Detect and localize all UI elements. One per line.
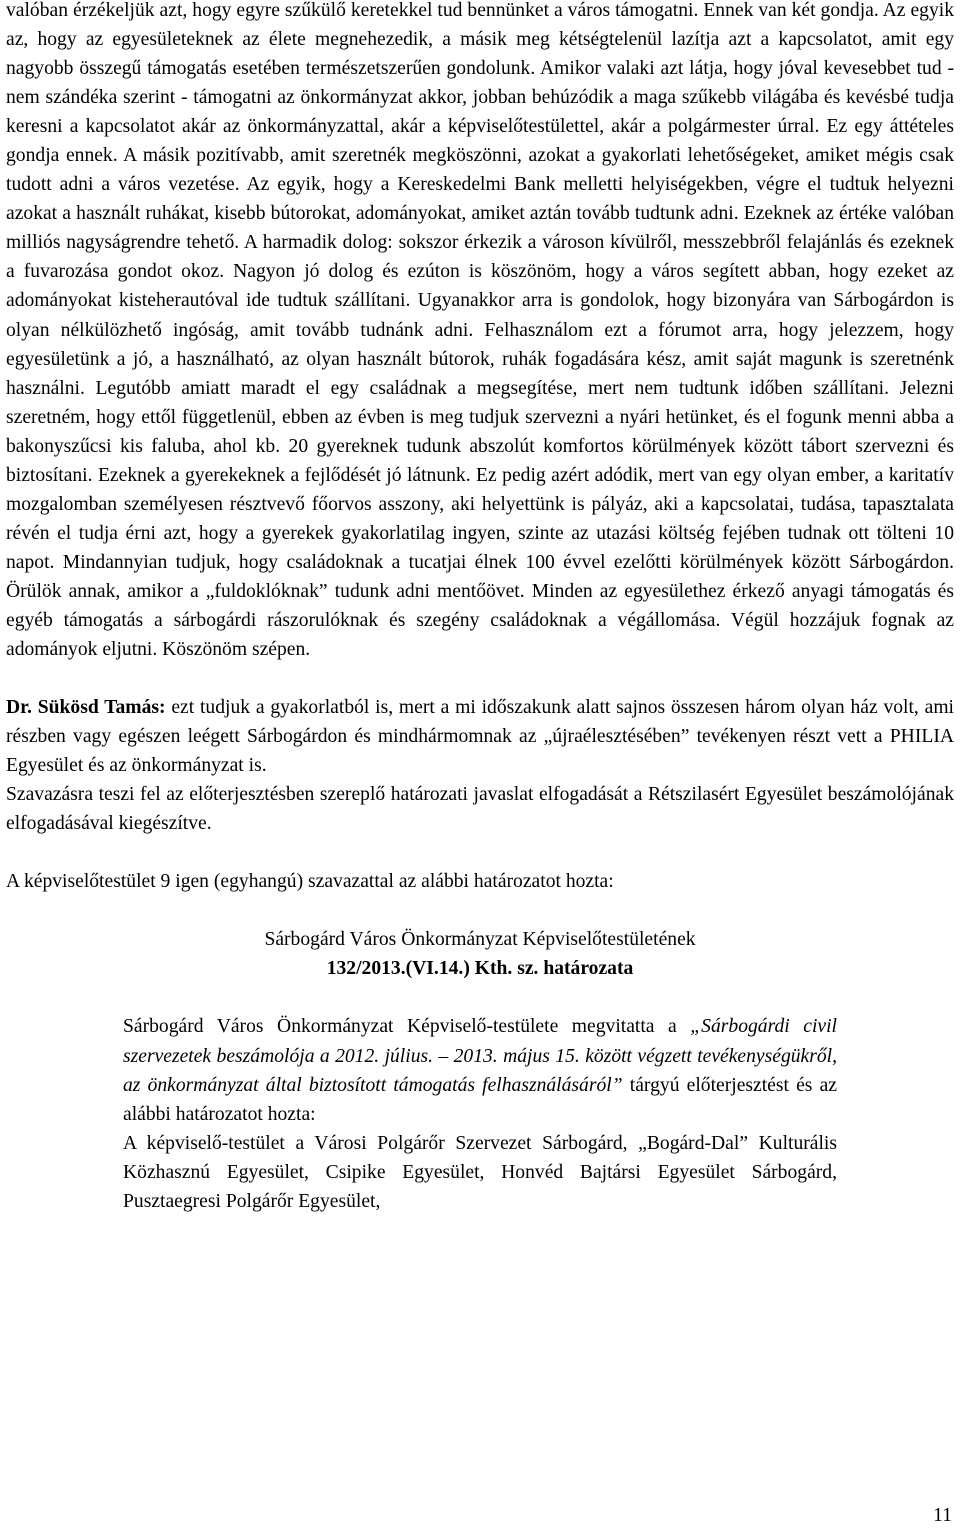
vote-result-line: A képviselőtestület 9 igen (egyhangú) szavazattal az alábbi határozatot hozta:	[6, 871, 614, 893]
body-paragraph-mayor-response	[6, 693, 954, 780]
resolution-number: 132/2013.(VI.14.) Kth. sz. határozata	[326, 958, 634, 980]
resolution-intro-paragraph	[123, 1012, 837, 1128]
resolution-intro: Sárbogárd Város Önkormányzat Képviselő-testülete megvitatta a	[123, 1016, 691, 1038]
resolution-outro: tárgyú előterjesztést és az alábbi határozatot hozta:	[123, 1074, 837, 1125]
resolution-body	[123, 1012, 837, 1215]
speaker-name: Dr. Sükösd Tamás:	[6, 697, 166, 719]
speaker-text: ezt tudjuk a gyakorlatból is, mert a mi időszakunk alatt sajnos összesen három olyan ház volt, ami részben vagy egészen leégett Sárbogárdon és mindhármomnak az „újraélesztésében” tevékenyen részt vett a PHILIA Egyesület és az önkormányzat is.	[6, 697, 955, 777]
document-page	[6, 0, 954, 1216]
resolution-subject: „Sárbogárdi civil szervezetek beszámolója a 2012. július. – 2013. május 15. között végzett tevékenységükről, az önkormányzat által biztosított támogatás felhasználásáról”	[123, 1016, 837, 1096]
page-number: 11	[933, 1505, 952, 1526]
body-paragraph-vote-call: Szavazásra teszi fel az előterjesztésben szereplő határozati javaslat elfogadását a Rétszilasért Egyesület beszámolójának elfogadásával kiegészítve.	[6, 784, 954, 835]
resolution-heading	[6, 925, 954, 983]
resolution-decision: A képviselő-testület a Városi Polgárőr Szervezet Sárbogárd, „Bogárd-Dal” Kulturális Közhasznú Egyesület, Csipike Egyesület, Honvéd Bajtársi Egyesület Sárbogárd, Pusztaegresi Polgárőr Egyesület,	[123, 1132, 837, 1212]
resolution-issuer: Sárbogárd Város Önkormányzat Képviselőtestületének	[264, 929, 696, 951]
body-paragraph-philia-speech: valóban érzékeljük azt, hogy egyre szűkülő keretekkel tud bennünket a város támogatni. Ennek van két gondja. Az egyik az, hogy az egyesületeknek az élete megnehezedik, a másik meg kétségtelenül lazítja azt a kapcsolatot, amit egy nagyobb összegű támogatás esetében természetszerűen gondolunk. Amikor valaki azt látja, hogy jóval kevesebbet tud - nem szándéka szerint - támogatni az önkormányzat akkor, jobban behúzódik a maga szűkebb világába és kevésbé tudja keresni a kapcsolatot akár az önkormányzattal, akár a képviselőtestülettel, akár a polgármester úrral. Ez egy áttételes gondja ennek. A másik pozitívabb, amit szeretnék megköszönni, azokat a gyakorlati lehetőségeket, amiket mégis csak tudott adni a város vezetése. Az egyik, hogy a Kereskedelmi Bank melletti helyiségekben, végre el tudtuk helyezni azokat a használt ruhákat, kisebb bútorokat, adományokat, amiket aztán tovább tudtunk adni. Ezeknek az értéke valóban milliós nagyságrendre tehető. A harmadik dolog: sokszor érkezik a városon kívülről, messzebbről felajánlás és ezeknek a fuvarozása gondot okoz. Nagyon jó dolog és ezúton is köszönöm, hogy a város segített abban, hogy ezeket az adományokat kisteherautóval ide tudtuk szállítani. Ugyanakkor arra is gondolok, hogy bizonyára van Sárbogárdon is olyan nélkülözhető ingóság, amit tovább tudnánk adni. Felhasználom ezt a fórumot arra, hogy jelezzem, hogy egyesületünk a jó, a használható, az olyan használt bútorok, ruhák fogadására kész, amit saját magunk is szeretnénk használni. Legutóbb amiatt maradt el egy családnak a megsegítése, mert nem tudtunk időben szállítani. Jelezni szeretném, hogy ettől függetlenül, ebben az évben is meg tudjuk szervezni a nyári hetünket, és el fogunk menni abba a bakonyszűcsi kis faluba, ahol kb. 20 gyereknek tudunk abszolút komfortos körülmények között tábort szervezni és biztosítani. Ezeknek a gyerekeknek a fejlődését jó látnunk. Ez pedig azért adódik, mert van egy olyan ember, a karitatív mozgalomban személyesen résztvevő főorvos asszony, aki helyettünk is pályáz, aki a kapcsolatai, tudása, tapasztalata révén el tudja érni azt, hogy a gyerekek gyakorlatilag ingyen, szinte az utazási költség fejében tudnak ott tölteni 10 napot. Mindannyian tudjuk, hogy családoknak a tucatjai élnek 100 évvel ezelőtti körülmények között Sárbogárdon. Örülök annak, amikor a „fuldoklóknak” tudunk adni mentőövet. Minden az egyesülethez érkező anyagi támogatás és egyéb támogatás a sárbogárdi rászorulóknak és szegény családoknak a végállomása. Végül hozzájuk fognak az adományok eljutni. Köszönöm szépen.	[6, 0, 954, 661]
